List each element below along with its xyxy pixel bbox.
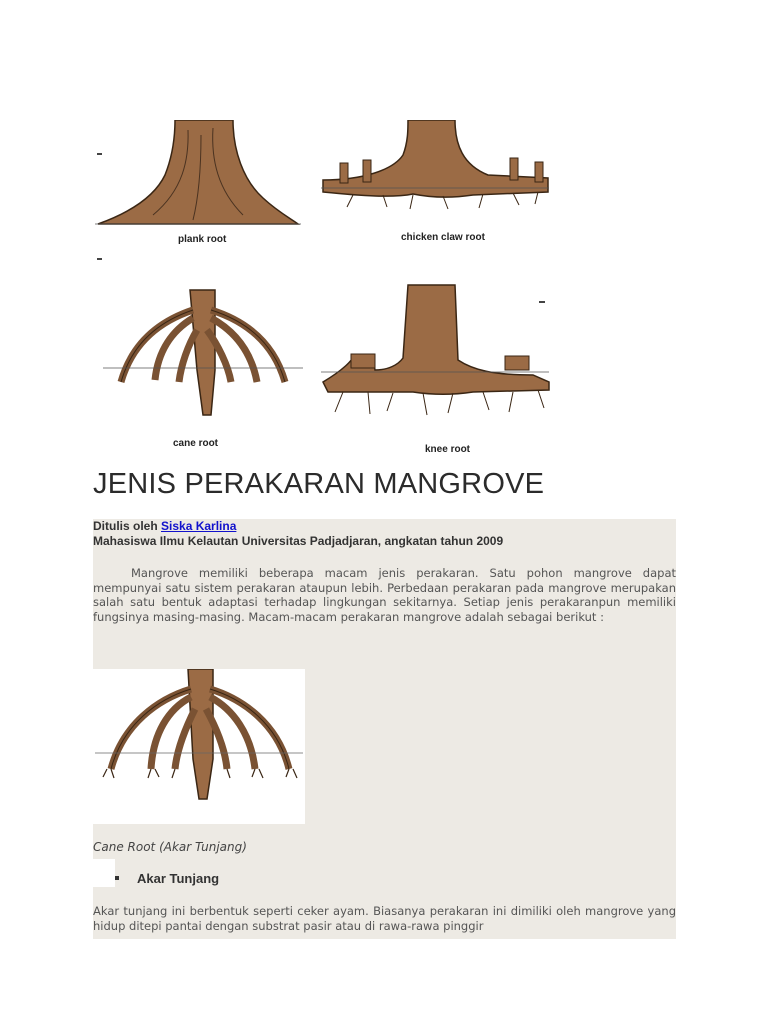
cane-root-illustration [93, 669, 305, 824]
root-types-figure [93, 120, 551, 455]
bullet-icon [115, 876, 119, 880]
cane-root-figure [93, 669, 305, 824]
byline-affiliation: Mahasiswa Ilmu Kelautan Universitas Padjadjaran, angkatan tahun 2009 [93, 534, 504, 548]
page-title: JENIS PERAKARAN MANGROVE [93, 468, 545, 500]
byline-author-line [93, 519, 676, 534]
intro-paragraph: Mangrove memiliki beberapa macam jenis perakaran. Satu pohon mangrove dapat mempunyai satu sistem perakaran ataupun lebih. Perbedaan perakaran pada mangrove merupakan salah satu bentuk adaptasi terhadap lingkungan sekitarnya. Setiap jenis perakaranpun memiliki fungsinya masing-masing. Macam-macam perakaran mangrove adalah sebagai berikut : [93, 566, 676, 624]
bullet-item-akar-tunjang [115, 871, 219, 886]
caption-chicken-claw-root: chicken claw root [401, 232, 485, 243]
caption-cane-root: cane root [173, 438, 219, 449]
bullet-heading: Akar Tunjang [137, 871, 220, 886]
paragraph-akar-tunjang: Akar tunjang ini berbentuk seperti ceker ayam. Biasanya perakaran ini dimiliki oleh mangrove yang hidup ditepi pantai dengan substrat pasir atau di rawa-rawa pinggir [93, 904, 676, 933]
bullet-marker-box [93, 859, 115, 887]
author-link[interactable]: Siska Karlina [161, 519, 237, 533]
byline-prefix: Ditulis oleh [93, 519, 162, 533]
article-body [93, 519, 676, 939]
caption-knee-root: knee root [425, 444, 471, 455]
chicken-claw-root-drawing [321, 120, 549, 209]
knee-root-drawing [321, 285, 549, 415]
root-types-illustration [93, 120, 551, 455]
figure-caption: Cane Root (Akar Tunjang) [93, 840, 247, 854]
plank-root-drawing [95, 120, 301, 224]
caption-plank-root: plank root [178, 234, 227, 245]
cane-root-drawing [103, 290, 303, 415]
